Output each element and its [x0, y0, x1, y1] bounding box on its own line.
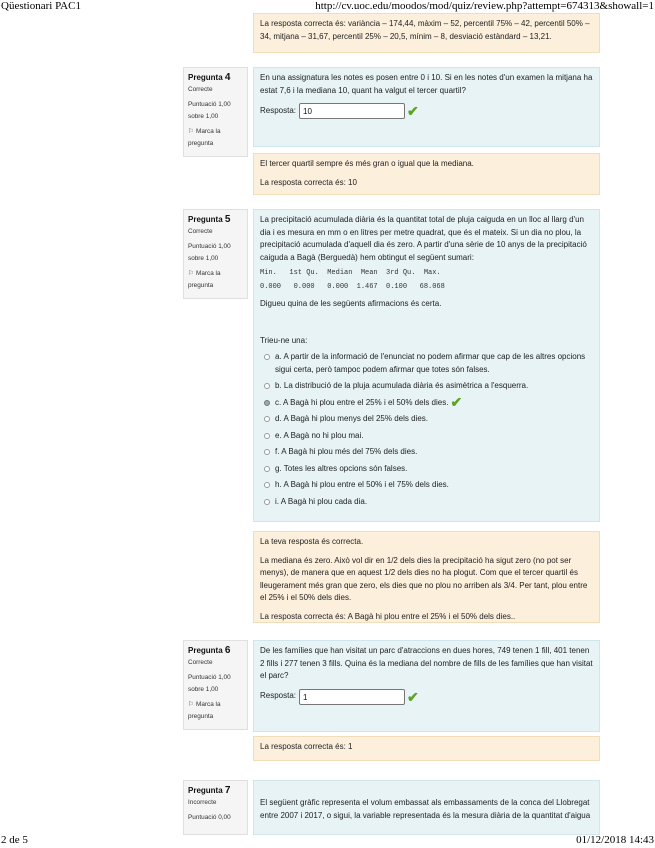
- q5-option-a[interactable]: a. A partir de la informació de l'enunciat no podem afirmar que cap de les altres opcions sigui certa, però tampoc podem afirmar que totes són falses.: [264, 351, 593, 376]
- print-datetime: 01/12/2018 14:43: [576, 834, 654, 846]
- q5-option-h[interactable]: h. A Bagà hi plou entre el 50% i el 75% dels dies.: [264, 479, 593, 492]
- q6-content: [253, 640, 600, 732]
- q4-text: En una assignatura les notes es posen entre 0 i 10. Si en les notes d'un examen la mitjana ha estat 7,6 i la mediana 10, quant ha valgut el tercer quartil?: [260, 73, 593, 95]
- q7-number: Pregunta 7: [188, 785, 231, 796]
- q5-correct-answer: La resposta correcta és: A Bagà hi plou entre el 25% i el 50% dels dies..: [260, 611, 516, 621]
- check-icon: ✔: [407, 688, 419, 705]
- q6-number: Pregunta 6: [188, 645, 231, 656]
- q6-feedback: [253, 736, 600, 761]
- q4-flag[interactable]: ⚐ Marca la pregunta: [188, 128, 221, 147]
- q4-content: [253, 67, 600, 147]
- q5-feedback: [253, 531, 600, 623]
- q7-info: [183, 780, 248, 835]
- q7-status: Incorrecte: [188, 799, 217, 806]
- q5-score: Puntuació 1,00 sobre 1,00: [188, 243, 231, 262]
- q7-score: Puntuació 0,00: [188, 814, 231, 821]
- q4-info: [183, 67, 248, 157]
- q4-answer-label: Resposta:: [260, 105, 297, 115]
- q3-feedback: [253, 13, 600, 53]
- q5-flag[interactable]: ⚐ Marca la pregunta: [188, 270, 221, 289]
- radio-icon: [264, 383, 270, 389]
- q6-correct-answer: La resposta correcta és: 1: [260, 742, 353, 751]
- radio-icon: [264, 449, 270, 455]
- q5-option-c[interactable]: c. A Bagà hi plou entre el 25% i el 50% dels dies. ✔: [264, 397, 593, 410]
- q6-text: De les famílies que han visitat un parc d'atraccions en dues hores, 749 tenen 1 fill, 401 tenen 2 fills i 277 tenen 3 fills. Quina és la mediana del nombre de fills de les famílies que han visitat el parc?: [260, 646, 593, 680]
- check-icon: ✔: [407, 103, 419, 119]
- q4-status: Correcte: [188, 86, 213, 93]
- print-footer: [0, 834, 655, 848]
- q4-number: Pregunta 4: [188, 72, 231, 83]
- q5-option-b[interactable]: b. La distribució de la pluja acumulada diària és asimètrica a l'esquerra.: [264, 380, 593, 393]
- q6-status: Correcte: [188, 659, 213, 666]
- radio-icon: [264, 354, 270, 360]
- q5-option-f[interactable]: f. A Bagà hi plou més del 75% dels dies.: [264, 446, 593, 459]
- q4-feedback-general: El tercer quartil sempre és més gran o igual que la mediana.: [260, 159, 474, 168]
- q5-summary-values: 0.000 0.000 0.000 1.467 0.100 68.068: [260, 283, 445, 291]
- q4-answer-row: [260, 103, 593, 119]
- q4-answer-input[interactable]: 10: [299, 103, 405, 119]
- q6-flag[interactable]: ⚐ Marca la pregunta: [188, 701, 221, 720]
- q5-option-d[interactable]: d. A Bagà hi plou menys del 25% dels dies.: [264, 413, 593, 426]
- q4-correct-answer: La resposta correcta és: 10: [260, 177, 357, 187]
- q5-feedback-general: La mediana és zero. Això vol dir en 1/2 dels dies la precipitació ha sigut zero (no pot ser menys), de manera que en aquest 1/2 dels dies no ha plogut. Com que el tercer quartil és lleugerament més gran que zero, els dies que no plou no arriben als 3/4. Per tant, plou entre el 25% i el 50% dels dies.: [260, 555, 588, 602]
- q7-text: El següent gràfic representa el volum embassat als embassaments de la conca del Llobregat entre 2007 i 2017, o sigui, la variable representada és la mesura diària de la quantitat d'aigua: [260, 798, 591, 820]
- q7-content: [253, 780, 600, 835]
- radio-icon: [264, 416, 270, 422]
- q5-text: La precipitació acumulada diària és la quantitat total de pluja caiguda en un lloc al llarg d'un dia i es mesura en mm o en litres per metre quadrat, que és el mateix. Si un dia no plou, la precipitació acumulada d'aquell dia és zero. A partir d'una sèrie de 10 anys de la precipitació caiguda a Bagà (Berguedà) hem obtingut el següent sumari:: [260, 215, 587, 262]
- q6-answer-input[interactable]: 1: [299, 689, 405, 705]
- flag-icon: ⚐: [188, 701, 194, 708]
- q5-number: Pregunta 5: [188, 214, 231, 225]
- q5-instruction: Digueu quina de les següents afirmacions és certa.: [260, 299, 442, 308]
- q6-answer-row: [260, 689, 593, 705]
- flag-icon: ⚐: [188, 128, 194, 135]
- q4-score: Puntuació 1,00 sobre 1,00: [188, 101, 231, 120]
- print-page: 2 de 5: [1, 834, 28, 846]
- radio-icon: [264, 482, 270, 488]
- q5-choose-label: Trieu-ne una:: [260, 335, 308, 345]
- radio-icon: [264, 466, 270, 472]
- q3-correct-answer: La resposta correcta és: variància – 174,44, màxim – 52, percentil 75% – 42, percentil 50% – 34, mitjana – 31,67, percentil 25% – 20,5, mínim – 8, desviació estàndard – 13,21.: [260, 19, 590, 41]
- q5-content: [253, 209, 600, 522]
- q5-summary-header: Min. 1st Qu. Median Mean 3rd Qu. Max.: [260, 269, 441, 277]
- q5-feedback-correct: La teva resposta és correcta.: [260, 537, 364, 546]
- q5-option-i[interactable]: i. A Bagà hi plou cada dia.: [264, 496, 593, 509]
- radio-icon: [264, 433, 270, 439]
- radio-icon: [264, 499, 270, 505]
- q6-info: [183, 640, 248, 730]
- q5-status: Correcte: [188, 228, 213, 235]
- print-header: [0, 0, 655, 14]
- check-icon: ✔: [450, 393, 463, 410]
- print-title: Qüestionari PAC1: [1, 0, 81, 12]
- q5-info: [183, 209, 248, 299]
- print-url: http://cv.uoc.edu/moodos/mod/quiz/review.php?attempt=674313&showall=1: [315, 0, 654, 12]
- q5-option-g[interactable]: g. Totes les altres opcions són falses.: [264, 463, 593, 476]
- radio-selected-icon: [264, 400, 270, 406]
- q4-feedback: [253, 153, 600, 195]
- q6-score: Puntuació 1,00 sobre 1,00: [188, 674, 231, 693]
- q6-answer-label: Resposta:: [260, 691, 297, 701]
- q5-option-e[interactable]: e. A Bagà no hi plou mai.: [264, 430, 593, 443]
- flag-icon: ⚐: [188, 270, 194, 277]
